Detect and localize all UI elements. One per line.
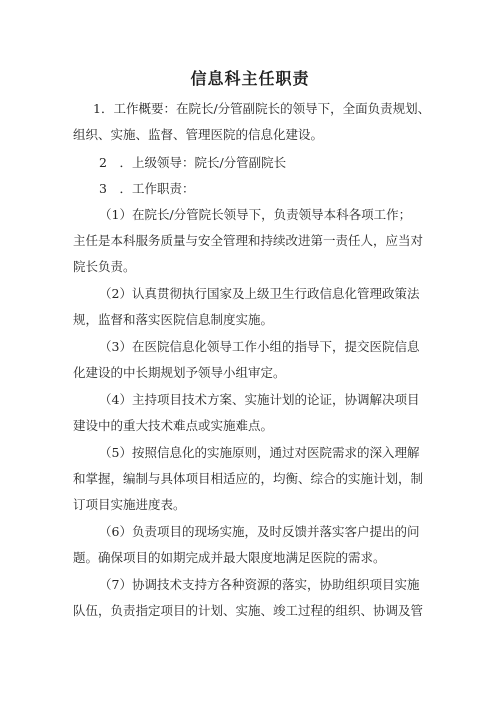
paragraph-line: 主任是本科服务质量与安全管理和持续改进第一责任人，应当对 bbox=[73, 233, 424, 248]
paragraph-line: （2）认真贯彻执行国家及上级卫生行政信息化管理政策法 bbox=[99, 286, 420, 301]
paragraph-line: （6）负责项目的现场实施，及时反馈并落实客户提出的问 bbox=[99, 524, 420, 539]
paragraph-line: 建设中的重大技术难点或实施难点。 bbox=[73, 418, 274, 433]
paragraph-line: 院长负责。 bbox=[73, 259, 136, 274]
paragraph-line: （4）主持项目技术方案、实施计划的论证，协调解决项目 bbox=[99, 392, 420, 407]
paragraph-line: 题。确保项目的如期完成并最大限度地满足医院的需求。 bbox=[73, 550, 386, 565]
paragraph-line: （1）在院长/分管院长领导下，负责领导本科各项工作； bbox=[99, 207, 412, 222]
paragraph-line: 2 ．上级领导：院长/分管副院长 bbox=[99, 155, 287, 170]
paragraph-line: 规，监督和落实医院信息制度实施。 bbox=[73, 312, 274, 327]
paragraph-line: 1．工作概要：在院长/分管副院长的领导下，全面负责规划、 bbox=[93, 101, 431, 116]
paragraph-line: 队伍，负责指定项目的计划、实施、竣工过程的组织、协调及管 bbox=[73, 603, 424, 618]
paragraph-line: （3）在医院信息化领导工作小组的指导下，提交医院信息 bbox=[99, 339, 420, 354]
document-title: 信息科主任职责 bbox=[190, 69, 310, 88]
paragraph-line: （5）按照信息化的实施原则，通过对医院需求的深入理解 bbox=[99, 445, 420, 460]
paragraph-line: （7）协调技术支持方各种资源的落实，协助组织项目实施 bbox=[99, 577, 420, 592]
paragraph-line: 3 ．工作职责： bbox=[99, 181, 195, 196]
paragraph-line: 订项目实施进度表。 bbox=[73, 497, 186, 512]
paragraph-line: 组织、实施、监督、管理医院的信息化建设。 bbox=[73, 127, 324, 142]
paragraph-line: 化建设的中长期规划予领导小组审定。 bbox=[73, 365, 286, 380]
paragraph-line: 和掌握，编制与具体项目相适应的，均衡、综合的实施计划，制 bbox=[73, 471, 424, 486]
